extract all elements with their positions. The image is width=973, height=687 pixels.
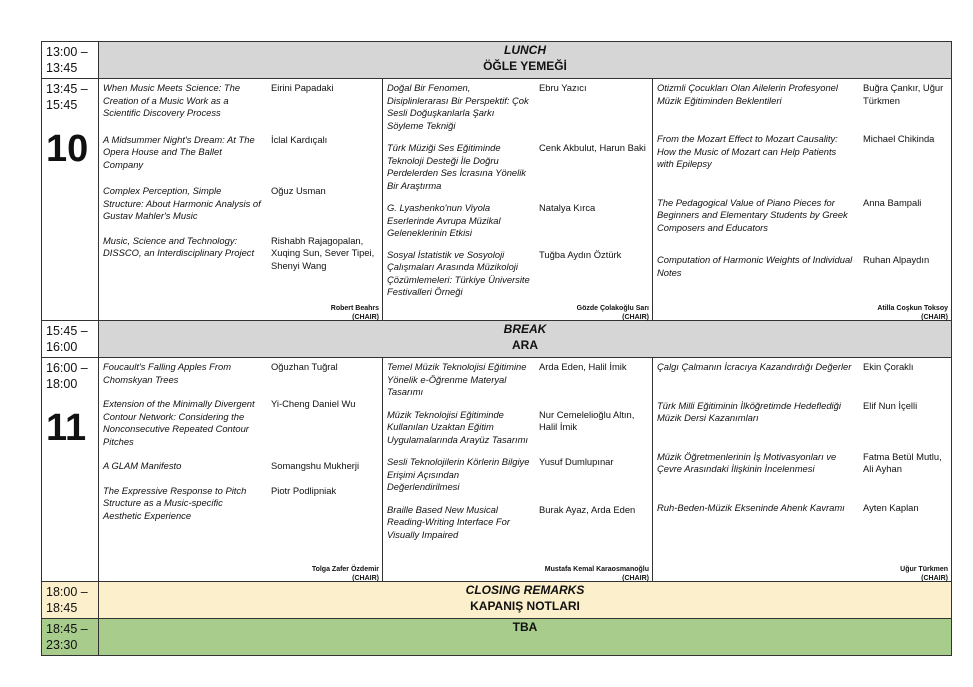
talk — [383, 202, 652, 240]
talk-authors: Eirini Papadaki — [271, 82, 334, 93]
talk — [653, 400, 951, 425]
talk-authors: Natalya Kırca — [539, 202, 596, 213]
talk-title: The Pedagogical Value of Piano Pieces for Beginners and Elementary Students by Greek Composers and Educators — [657, 196, 848, 233]
talk-authors: Ayten Kaplan — [863, 501, 919, 513]
break-title: BREAK — [503, 322, 547, 336]
lunch-subtitle: ÖĞLE YEMEĞİ — [483, 59, 567, 73]
talk-authors: Yusuf Dumlupınar — [539, 456, 614, 467]
talk-authors: Anna Bampali — [863, 196, 922, 208]
talk — [99, 361, 382, 386]
talk-title: Foucault's Falling Apples From Chomskyan Trees — [103, 361, 232, 385]
talk-title: A GLAM Manifesto — [103, 460, 182, 471]
talk — [383, 409, 652, 447]
talk-authors: Ebru Yazıcı — [539, 82, 587, 93]
schedule-table — [41, 41, 952, 656]
talk-authors: Piotr Podlipniak — [271, 484, 337, 496]
chair-label: (CHAIR) — [352, 314, 379, 321]
talk — [653, 133, 951, 171]
panel-chair — [545, 565, 649, 583]
lunch-time: 13:00 – 13:45 — [42, 42, 99, 79]
talk — [383, 504, 652, 542]
talk-authors: Ekin Çoraklı — [863, 361, 914, 372]
closing-band — [99, 582, 952, 619]
session-11-panel-1 — [99, 358, 383, 582]
talk-title: Doğal Bir Fenomen, Disiplinlerarası Bir Perspektif: Çok Sesli Doğuşkanlarla Şarkı Söyleme Tekniği — [387, 82, 529, 131]
talk-authors: Michael Chikinda — [863, 133, 935, 144]
talk-title: Ruh-Beden-Müzik Ekseninde Ahenk Kavramı — [657, 501, 845, 513]
talk-authors: Arda Eden, Halil İmik — [539, 361, 627, 372]
talk — [99, 460, 382, 473]
talk — [99, 235, 382, 273]
chair-label: (CHAIR) — [622, 314, 649, 321]
closing-subtitle: KAPANIŞ NOTLARI — [470, 599, 580, 613]
talk — [383, 142, 652, 192]
talk — [99, 185, 382, 223]
session-11-time-cell — [42, 358, 99, 582]
session-11-panel-2 — [383, 358, 653, 582]
chair-name: Tolga Zafer Özdemir — [311, 566, 379, 573]
talk-authors: Elif Nun İçelli — [863, 399, 918, 411]
talk — [99, 485, 382, 523]
session-10-time: 13:45 – 15:45 — [46, 82, 88, 112]
chair-label: (CHAIR) — [921, 314, 948, 321]
talk-authors: Tuğba Aydın Öztürk — [539, 248, 622, 260]
talk-authors: Oğuzhan Tuğral — [271, 361, 338, 372]
break-band — [99, 321, 952, 358]
talk — [99, 82, 382, 120]
talk — [383, 249, 652, 299]
talk-title: Türk Milli Eğitiminin İlköğretimde Hedeflediği Müzik Dersi Kazanımları — [657, 399, 841, 423]
talk — [653, 502, 951, 515]
break-time: 15:45 – 16:00 — [42, 321, 99, 358]
talk — [653, 254, 951, 279]
talk-authors: Nur Cemelelioğlu Altın, Halil İmik — [539, 408, 635, 432]
panel-chair — [577, 304, 649, 322]
talk-title: Temel Müzik Teknolojisi Eğitimine Yönelik e-Öğrenme Materyal Tasarımı — [387, 361, 527, 397]
chair-label: (CHAIR) — [352, 575, 379, 582]
talk-authors: Fatma Betül Mutlu, Ali Ayhan — [863, 450, 942, 474]
talk-title: From the Mozart Effect to Mozart Causality: How the Music of Mozart can Help Patients with Epilepsy — [657, 133, 838, 169]
closing-row — [42, 582, 952, 619]
talk-title: Computation of Harmonic Weights of Individual Notes — [657, 254, 853, 278]
talk-title: Sesli Teknolojilerin Körlerin Bilgiye Erişimi Açısından Değerlendirilmesi — [387, 456, 530, 492]
talk-authors: Cenk Akbulut, Harun Baki — [539, 142, 646, 153]
talk — [383, 456, 652, 494]
chair-name: Gözde Çolakoğlu Sarı — [576, 305, 649, 312]
talk-authors: Oğuz Usman — [271, 185, 326, 196]
talk-title: G. Lyashenko'nun Viyola Eserlerinde Avrupa Müzikal Geleneklerinin Etkisi — [387, 202, 501, 238]
session-11-number: 11 — [46, 407, 87, 449]
talk — [383, 361, 652, 399]
tba-row — [42, 619, 952, 656]
session-11-row — [42, 358, 952, 582]
talk-title: Müzik Teknolojisi Eğitiminde Kullanılan Uzaktan Eğitim Uygulamalarında Arayüz Tasarımı — [387, 408, 529, 445]
lunch-band — [99, 42, 952, 79]
chair-name: Atilla Coşkun Toksoy — [877, 305, 948, 312]
panel-chair — [900, 565, 948, 583]
session-10-panel-2 — [383, 79, 653, 321]
talk — [99, 134, 382, 172]
session-11-panel-3 — [653, 358, 952, 582]
tba-time: 18:45 – 23:30 — [42, 619, 99, 656]
talk-authors: Ruhan Alpaydın — [863, 254, 930, 265]
session-11-time: 16:00 – 18:00 — [46, 361, 88, 391]
talk-title: Çalgı Çalmanın İcracıya Kazandırdığı Değerler — [657, 361, 852, 372]
chair-name: Robert Beahrs — [330, 305, 379, 312]
talk-title: Extension of the Minimally Divergent Contour Network: Considering the Nonconsecutive Repeated Contour Pitches — [103, 398, 255, 447]
talk-title: A Midsummer Night's Dream: At The Opera House and The Ballet Company — [103, 133, 255, 170]
talk — [383, 82, 652, 132]
talk-title: Music, Science and Technology: DISSCO, an Interdisciplinary Project — [103, 234, 255, 258]
chair-label: (CHAIR) — [921, 575, 948, 582]
talk — [653, 197, 951, 235]
chair-name: Mustafa Kemal Karaosmanoğlu — [544, 566, 649, 573]
talk-authors: Rishabh Rajagopalan, Xuqing Sun, Sever Tipei, Shenyi Wang — [271, 234, 375, 271]
talk — [653, 451, 951, 476]
talk — [653, 82, 951, 107]
break-row — [42, 321, 952, 358]
tba-band — [99, 619, 952, 656]
talk-authors: Yi-Cheng Daniel Wu — [271, 398, 356, 409]
tba-title: TBA — [512, 620, 538, 634]
talk-title: Türk Müziği Ses Eğitiminde Teknoloji Desteği İle Doğru Perdelerden Ses İcrasına Yönelik Bir Araştırma — [387, 142, 526, 191]
session-10-row — [42, 79, 952, 321]
closing-time: 18:00 – 18:45 — [42, 582, 99, 619]
panel-chair — [877, 304, 948, 322]
closing-title: CLOSING REMARKS — [465, 583, 585, 597]
talk-title: Sosyal İstatistik ve Sosyoloji Çalışmaları Arasında Müzikoloji Çözümlemeleri: Türkiye Üniversite Festivalleri Örneği — [387, 248, 530, 297]
talk — [653, 361, 951, 374]
lunch-row — [42, 42, 952, 79]
talk-authors: Burak Ayaz, Arda Eden — [539, 503, 636, 515]
talk-title: When Music Meets Science: The Creation of a Music Work as a Scientific Discovery Process — [103, 82, 241, 118]
session-10-number: 10 — [46, 128, 89, 170]
session-10-panel-3 — [653, 79, 952, 321]
talk — [99, 398, 382, 448]
session-10-panel-1 — [99, 79, 383, 321]
talk-authors: Somangshu Mukherji — [271, 460, 360, 471]
chair-name: Uğur Türkmen — [900, 566, 948, 573]
talk-title: The Expressive Response to Pitch Structure as a Music-specific Aesthetic Experience — [103, 484, 247, 521]
talk-title: Braille Based New Musical Reading-Writing Interface For Visually Impaired — [387, 503, 510, 540]
lunch-title: LUNCH — [504, 43, 546, 57]
talk-title: Otizmli Çocukları Olan Ailelerin Profesyonel Müzik Eğitiminden Beklentileri — [657, 82, 838, 106]
session-10-time-cell — [42, 79, 99, 321]
talk-title: Müzik Öğretmenlerinin İş Motivasyonları ve Çevre Arasındaki İlişkinin İncelenmesi — [657, 450, 837, 474]
panel-chair — [312, 565, 379, 583]
talk-authors: Buğra Çankır, Uğur Türkmen — [863, 82, 944, 106]
break-subtitle: ARA — [512, 338, 538, 352]
panel-chair — [331, 304, 379, 322]
talk-authors: İclal Kardıçalı — [271, 133, 328, 145]
talk-title: Complex Perception, Simple Structure: About Harmonic Analysis of Gustav Mahler's Music — [103, 185, 261, 221]
chair-label: (CHAIR) — [622, 575, 649, 582]
